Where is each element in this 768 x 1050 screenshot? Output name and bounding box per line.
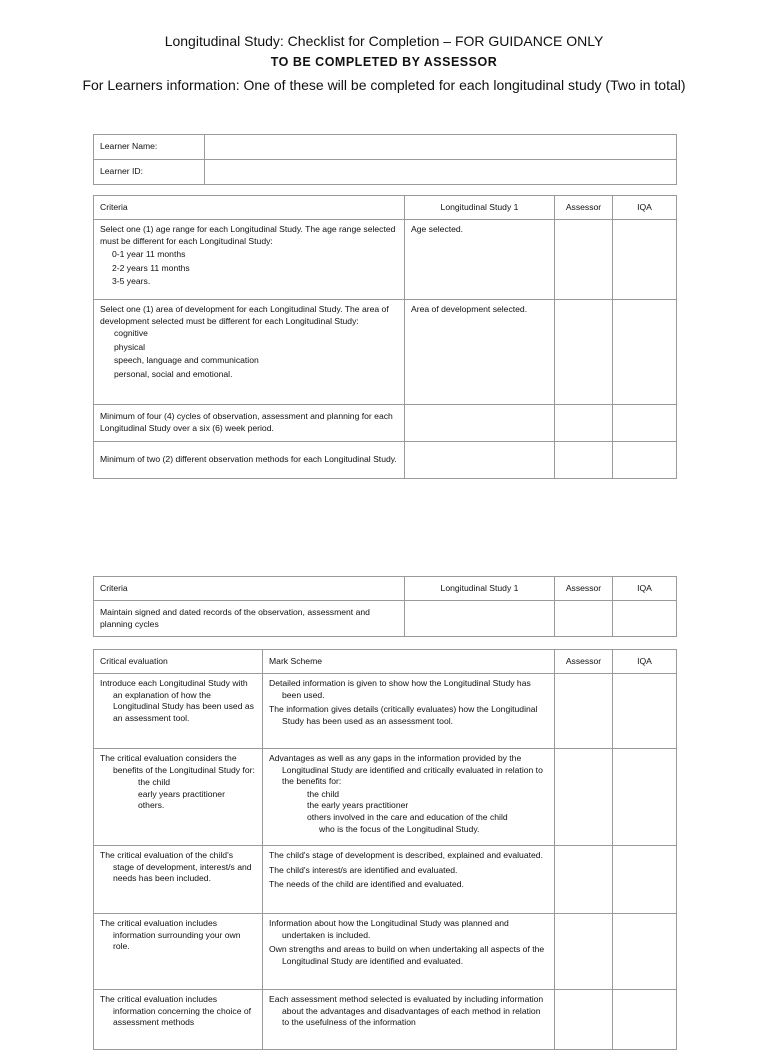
list-item: physical	[114, 341, 146, 352]
iqa-cell[interactable]	[613, 300, 677, 405]
criteria-cell	[94, 846, 263, 914]
iqa-cell[interactable]	[613, 749, 677, 846]
header-iqa: IQA	[613, 650, 677, 674]
list-item: personal, social and emotional.	[114, 368, 233, 379]
header-iqa: IQA	[613, 196, 677, 220]
criteria-cell	[94, 220, 405, 300]
table-row	[94, 846, 677, 914]
assessor-cell[interactable]	[555, 442, 613, 479]
table-row	[94, 674, 677, 749]
learner-name-label: Learner Name:	[94, 135, 205, 160]
list-item: 3-5 years.	[112, 276, 151, 287]
scheme-text: The child's stage of development is described, explained and evaluated.	[269, 850, 543, 860]
iqa-cell[interactable]	[613, 442, 677, 479]
header-mark-scheme: Mark Scheme	[263, 650, 555, 674]
list-item: 0-1 year 11 months	[112, 249, 186, 260]
header-study: Longitudinal Study 1	[405, 577, 555, 601]
iqa-cell[interactable]	[613, 405, 677, 442]
table-row	[94, 405, 677, 442]
criteria-text: Introduce each Longitudinal Study with an explanation of how the Longitudinal Study has been used as an assessment tool.	[100, 678, 254, 723]
list-item: others involved in the care and education of the child	[307, 811, 508, 822]
mark-scheme-cell	[263, 846, 555, 914]
header-iqa: IQA	[613, 577, 677, 601]
list-item: speech, language and communication	[114, 355, 259, 366]
learner-id-label: Learner ID:	[94, 160, 205, 185]
mark-scheme-cell	[263, 749, 555, 846]
mark-scheme-cell	[263, 674, 555, 749]
criteria-table-2	[93, 576, 677, 637]
iqa-cell[interactable]	[613, 990, 677, 1050]
assessor-cell[interactable]	[555, 300, 613, 405]
scheme-text: Each assessment method selected is evaluated by including information about the advantages and disadvantages of each method in relation to the usefulness of the information	[269, 994, 544, 1028]
criteria-cell	[94, 674, 263, 749]
study-cell	[405, 442, 555, 479]
header-critical-evaluation: Critical evaluation	[94, 650, 263, 674]
critical-evaluation-table	[93, 649, 677, 1050]
list-item: 2-2 years 11 months	[112, 262, 190, 273]
criteria-text: The critical evaluation includes information surrounding your own role.	[100, 918, 241, 952]
document-subtitle: TO BE COMPLETED BY ASSESSOR	[270, 55, 498, 69]
criteria-text: The critical evaluation of the child's stage of development, interest/s and needs has been included.	[100, 850, 252, 884]
study-cell: Area of development selected.	[405, 300, 555, 405]
scheme-text: Information about how the Longitudinal Study was planned and undertaken is included.	[269, 918, 509, 940]
criteria-cell	[94, 749, 263, 846]
criteria-cell	[94, 300, 405, 405]
criteria-cell	[94, 914, 263, 990]
list-item: cognitive	[114, 328, 148, 339]
scheme-text: The information gives details (critically evaluates) how the Longitudinal Study has been used as an assessment tool.	[269, 704, 538, 726]
learner-id-field[interactable]	[205, 160, 677, 185]
criteria-table-1	[93, 195, 677, 479]
assessor-cell[interactable]	[555, 846, 613, 914]
criteria-text: Select one (1) area of development for each Longitudinal Study. The area of development selected must be different for each Longitudinal Study:	[100, 304, 389, 326]
criteria-cell	[94, 990, 263, 1050]
scheme-text: The child's interest/s are identified and evaluated.	[269, 864, 458, 875]
mark-scheme-cell	[263, 914, 555, 990]
table-row	[94, 220, 677, 300]
table-row	[94, 442, 677, 479]
assessor-cell[interactable]	[555, 405, 613, 442]
assessor-cell[interactable]	[555, 990, 613, 1050]
assessor-cell[interactable]	[555, 749, 613, 846]
criteria-text: Select one (1) age range for each Longitudinal Study. The age range selected must be different for each Longitudinal Study:	[100, 224, 396, 246]
scheme-text: Detailed information is given to show how the Longitudinal Study has been used.	[269, 678, 531, 700]
table-row	[94, 990, 677, 1050]
iqa-cell[interactable]	[613, 601, 677, 637]
header-criteria: Criteria	[94, 196, 405, 220]
study-cell: Age selected.	[405, 220, 555, 300]
learners-note: For Learners information: One of these will be completed for each longitudinal study (Two in total)	[82, 77, 686, 93]
learner-name-field[interactable]	[205, 135, 677, 160]
criteria-text: Minimum of two (2) different observation methods for each Longitudinal Study.	[94, 442, 405, 479]
mark-scheme-cell	[263, 990, 555, 1050]
study-cell	[405, 405, 555, 442]
assessor-cell[interactable]	[555, 601, 613, 637]
list-item: the child	[138, 777, 171, 788]
iqa-cell[interactable]	[613, 674, 677, 749]
table-row	[94, 300, 677, 405]
table-row	[94, 914, 677, 990]
assessor-cell[interactable]	[555, 220, 613, 300]
criteria-text: The critical evaluation includes information concerning the choice of assessment methods	[100, 994, 252, 1028]
study-cell	[405, 601, 555, 637]
criteria-text: Maintain signed and dated records of the observation, assessment and planning cycles	[94, 601, 405, 637]
criteria-text: The critical evaluation considers the benefits of the Longitudinal Study for:	[100, 753, 255, 775]
header-study: Longitudinal Study 1	[405, 196, 555, 220]
assessor-cell[interactable]	[555, 674, 613, 749]
list-item: others.	[138, 800, 165, 811]
assessor-cell[interactable]	[555, 914, 613, 990]
header-assessor: Assessor	[555, 650, 613, 674]
list-item: the child	[307, 788, 340, 799]
scheme-text: who is the focus of the Longitudinal Study.	[319, 823, 480, 834]
scheme-text: The needs of the child are identified and evaluated.	[269, 879, 464, 890]
iqa-cell[interactable]	[613, 914, 677, 990]
list-item: early years practitioner	[138, 788, 225, 799]
table-row	[94, 749, 677, 846]
header-assessor: Assessor	[555, 577, 613, 601]
learner-info-table	[93, 134, 677, 185]
scheme-text: Own strengths and areas to build on when undertaking all aspects of the Longitudinal Study are identified and evaluated.	[269, 944, 545, 966]
criteria-text: Minimum of four (4) cycles of observation, assessment and planning for each Longitudinal Study over a six (6) week period.	[94, 405, 405, 442]
list-item: the early years practitioner	[307, 800, 409, 811]
document-title: Longitudinal Study: Checklist for Completion – FOR GUIDANCE ONLY	[164, 33, 604, 49]
iqa-cell[interactable]	[613, 220, 677, 300]
iqa-cell[interactable]	[613, 846, 677, 914]
table-row	[94, 601, 677, 637]
header-criteria: Criteria	[94, 577, 405, 601]
header-assessor: Assessor	[555, 196, 613, 220]
scheme-text: Advantages as well as any gaps in the information provided by the Longitudinal Study are identified and critically evaluated in relation to the benefits for:	[269, 753, 543, 787]
